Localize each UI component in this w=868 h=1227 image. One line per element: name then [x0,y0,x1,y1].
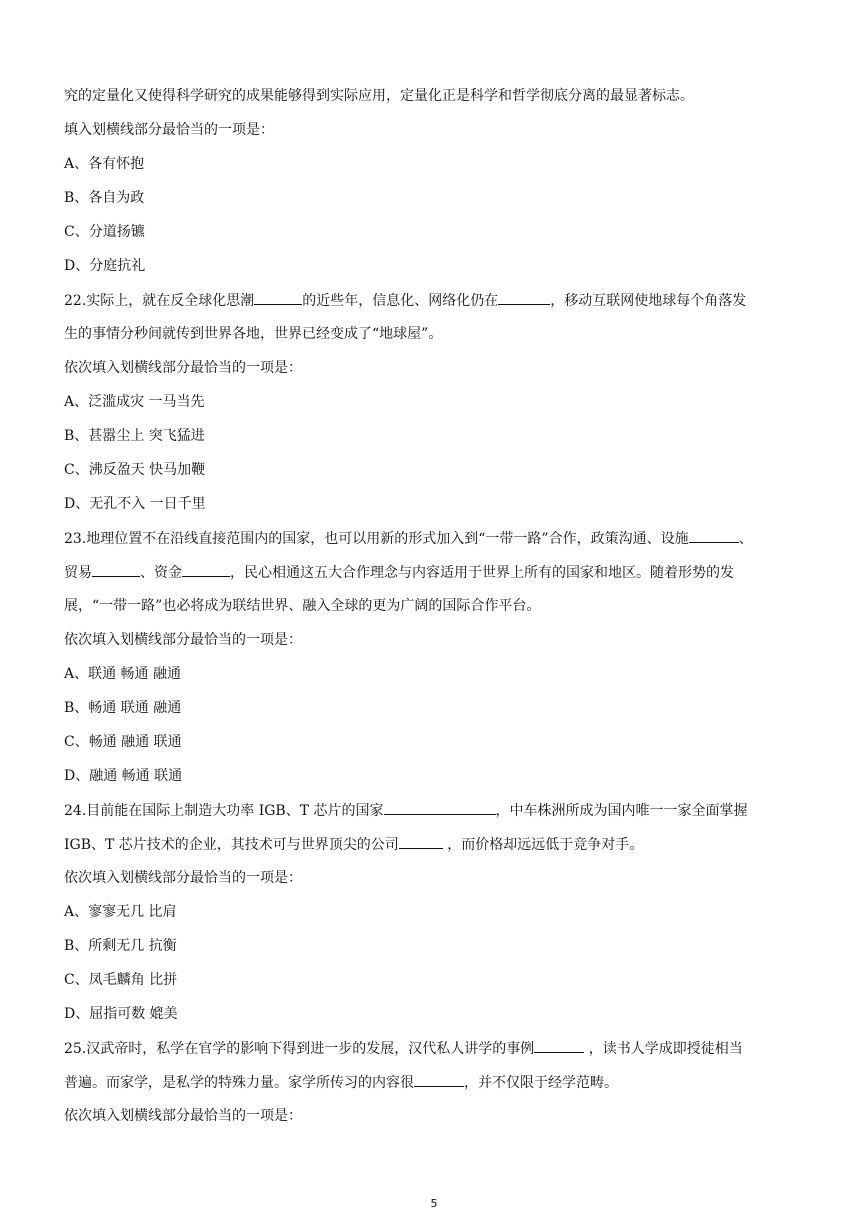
blank [182,564,230,577]
q24-line-2 [64,836,808,853]
blank [254,292,302,305]
option-c: C、沸反盈天 快马加鞭 [64,462,206,478]
option-d: D、无孔不入 一日千里 [64,496,206,512]
q23-text: 23.地理位置不在沿线直接范围内的国家，也可以用新的形式加入到“一带一路”合作，政策沟通、设施 [64,531,689,547]
q22-line-1 [64,292,808,309]
option-d: D、融通 畅通 联通 [64,768,183,784]
question-prompt: 依次填入划横线部分最恰当的一项是： [64,360,302,376]
blank [92,564,140,577]
option-c: C、凤毛麟角 比拼 [64,972,178,988]
q24-text: ，中车株洲所成为国内唯一一家全面掌握 [495,803,748,819]
option-d: D、分庭抗礼 [64,258,146,274]
blank [399,836,443,849]
q25-line-2 [64,1074,808,1091]
question-prompt: 依次填入划横线部分最恰当的一项是： [64,1108,302,1124]
option-a: A、各有怀抱 [64,156,145,172]
q24-text: 24.目前能在国际上制造大功率 IGB、T 芯片的国家 [64,803,384,819]
question-prompt: 依次填入划横线部分最恰当的一项是： [64,870,302,886]
q23-line-2 [64,564,808,581]
blank [498,292,550,305]
q24-text: ，而价格却远远低于竞争对手。 [442,837,644,853]
option-b: B、畅通 联通 融通 [64,700,182,716]
option-d: D、屈指可数 媲美 [64,1006,178,1022]
q23-line-1 [64,530,808,547]
q25-text: 25.汉武帝时，私学在官学的影响下得到进一步的发展，汉代私人讲学的事例 [64,1041,535,1057]
blank [534,1040,584,1053]
q22-text: 的近些年，信息化、网络化仍在 [302,293,499,309]
page-number: 5 [430,1197,438,1210]
q23-text: 贸易 [64,565,92,581]
q25-text: 普遍。而家学，是私学的特殊力量。家学所传习的内容很 [64,1075,414,1091]
q24-text: IGB、T 芯片技术的企业，其技术可与世界顶尖的公司 [64,837,399,853]
text-line: 究的定量化又使得科学研究的成果能够得到实际应用，定量化正是科学和哲学彻底分离的最显著标志。 [64,88,694,104]
q22-text: 22.实际上，就在反全球化思潮 [64,293,255,309]
q23-line-3: 展，“一带一路”也必将成为联结世界、融入全球的更为广阔的国际合作平台。 [64,598,541,614]
option-b: B、所剩无几 抗衡 [64,938,177,954]
q23-text: 、 [738,531,753,547]
blank [384,802,496,815]
option-a: A、泛滥成灾 一马当先 [64,394,205,410]
q22-text: ，移动互联网使地球每个角落发 [550,293,747,309]
question-prompt: 依次填入划横线部分最恰当的一项是： [64,632,302,648]
option-c: C、分道扬镳 [64,224,145,240]
blank [414,1074,464,1087]
document-page [64,88,808,1142]
option-b: B、甚嚣尘上 突飞猛进 [64,428,205,444]
question-prompt: 填入划横线部分最恰当的一项是： [64,122,274,138]
option-a: A、联通 畅通 融通 [64,666,182,682]
q22-line-2: 生的事情分秒间就传到世界各地，世界已经变成了“地球屋”。 [64,326,443,342]
q23-text: ，民心相通这五大合作理念与内容适用于世界上所有的国家和地区。随着形势的发 [230,565,734,581]
q25-text: ，并不仅限于经学范畴。 [464,1075,618,1091]
option-b: B、各自为政 [64,190,145,206]
blank [689,530,739,543]
option-c: C、畅通 融通 联通 [64,734,182,750]
q25-line-1 [64,1040,808,1057]
q23-text: 、资金 [140,565,182,581]
q24-line-1 [64,802,808,819]
q25-text: ，读书人学成即授徒相当 [584,1041,743,1057]
option-a: A、寥寥无几 比肩 [64,904,177,920]
